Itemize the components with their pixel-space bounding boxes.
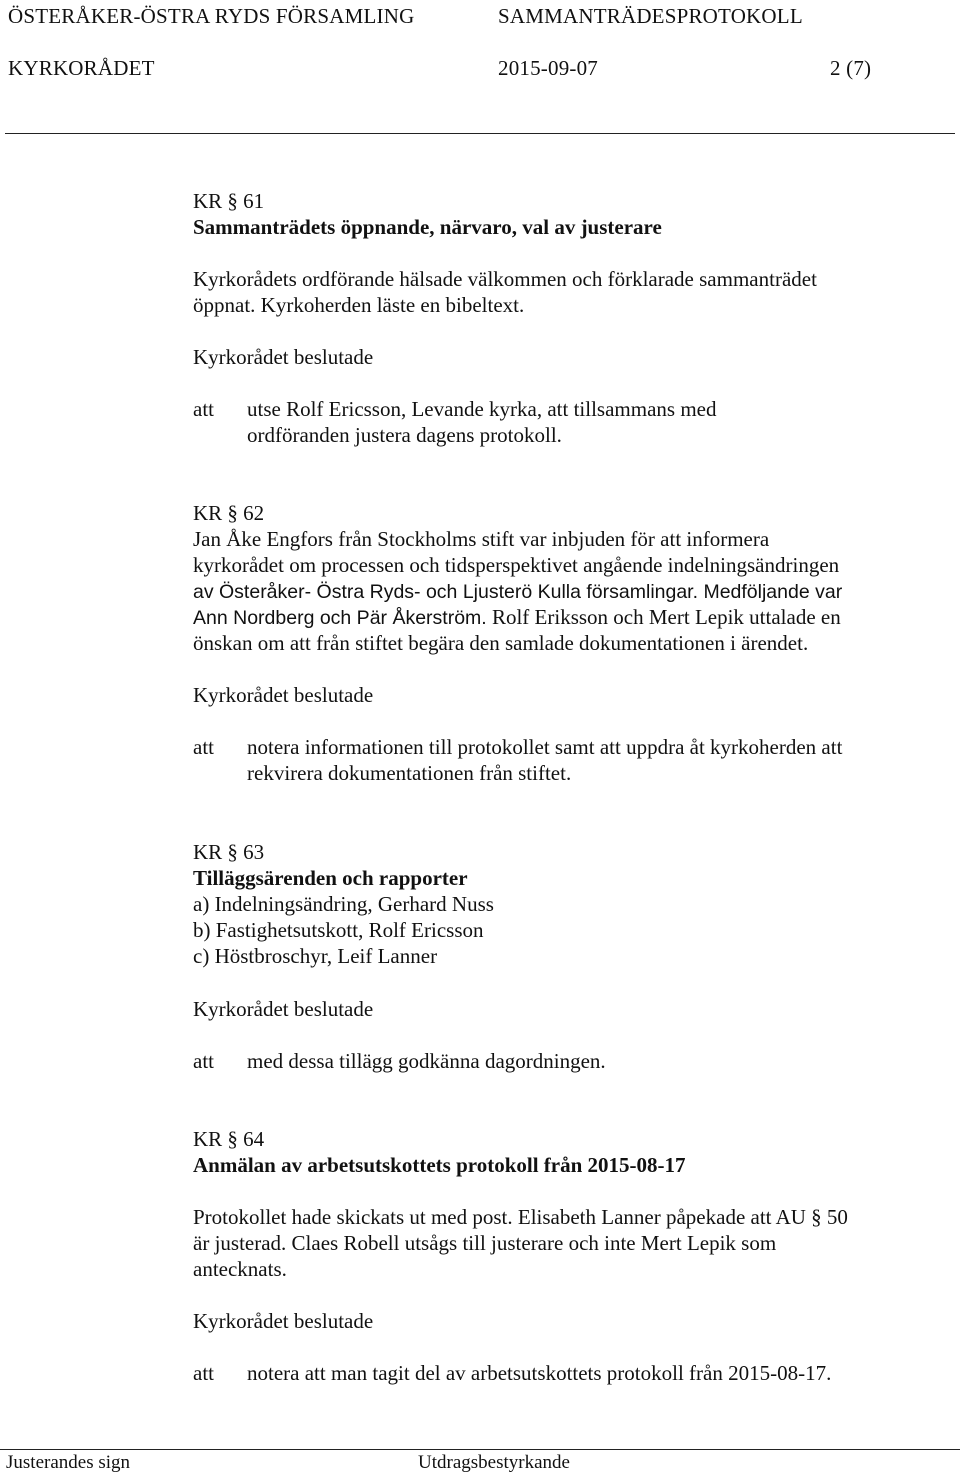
section-title: Anmälan av arbetsutskottets protokoll från 2015-08-17: [193, 1153, 686, 1177]
body-line: Protokollet hade skickats ut med post. Elisabeth Lanner påpekade att AU § 50: [193, 1205, 848, 1229]
body-line: öppnat. Kyrkoherden läste en bibeltext.: [193, 293, 525, 317]
section-title: Sammanträdets öppnande, närvaro, val av justerare: [193, 215, 662, 239]
decision-line: utse Rolf Ericsson, Levande kyrka, att tillsammans med: [247, 397, 717, 421]
decision-heading: Kyrkorådet beslutade: [193, 345, 374, 369]
board-name: KYRKORÅDET: [8, 56, 155, 80]
footer-divider: [0, 1449, 960, 1450]
att-label: att: [193, 735, 214, 759]
section-number: KR § 64: [193, 1127, 265, 1151]
decision-line: rekvirera dokumentationen från stiftet.: [247, 761, 572, 785]
att-label: att: [193, 1361, 214, 1385]
section-title: Tilläggsärenden och rapporter: [193, 866, 468, 890]
organization-name: ÖSTERÅKER-ÖSTRA RYDS FÖRSAMLING: [8, 4, 415, 28]
body-fragment: Ann Nordberg och Pär Åkerström.: [193, 607, 487, 629]
header-divider: [5, 133, 955, 134]
decision-heading: Kyrkorådet beslutade: [193, 1309, 374, 1333]
body-line: är justerad. Claes Robell utsågs till justerare och inte Mert Lepik som: [193, 1231, 777, 1255]
decision-line: notera att man tagit del av arbetsutskottets protokoll från 2015-08-17.: [247, 1361, 832, 1385]
body-line: önskan om att från stiftet begära den samlade dokumentationen i ärendet.: [193, 631, 809, 655]
decision-line: med dessa tillägg godkänna dagordningen.: [247, 1049, 606, 1073]
body-line: Kyrkorådets ordförande hälsade välkommen och förklarade sammanträdet: [193, 267, 817, 291]
section-number: KR § 61: [193, 189, 265, 213]
decision-heading: Kyrkorådet beslutade: [193, 997, 374, 1021]
decision-heading: Kyrkorådet beslutade: [193, 683, 374, 707]
section-number: KR § 63: [193, 840, 265, 864]
body-line: [193, 578, 842, 605]
decision-line: ordföranden justera dagens protokoll.: [247, 423, 562, 447]
page-number: 2 (7): [830, 56, 872, 80]
body-fragment: Rolf Eriksson och Mert Lepik uttalade en: [486, 605, 841, 629]
body-line: Jan Åke Engfors från Stockholms stift var inbjuden för att informera: [193, 527, 770, 551]
list-item: c) Höstbroschyr, Leif Lanner: [193, 944, 438, 968]
att-label: att: [193, 397, 214, 421]
body-fragment: Medföljande var: [698, 581, 843, 603]
document-type: SAMMANTRÄDESPROTOKOLL: [498, 4, 803, 28]
body-line: kyrkorådet om processen och tidsperspektivet angående indelningsändringen: [193, 553, 840, 577]
list-item: a) Indelningsändring, Gerhard Nuss: [193, 892, 494, 916]
list-item: b) Fastighetsutskott, Rolf Ericsson: [193, 918, 484, 942]
decision-line: notera informationen till protokollet samt att uppdra åt kyrkoherden att: [247, 735, 843, 759]
signature-label: Justerandes sign: [6, 1452, 131, 1473]
body-line: [193, 604, 841, 631]
section-number: KR § 62: [193, 501, 265, 525]
extract-label: Utdragsbestyrkande: [418, 1452, 570, 1473]
meeting-date: 2015-09-07: [498, 56, 598, 80]
body-fragment: av Österåker- Östra Ryds- och Ljusterö Kulla församlingar.: [193, 581, 699, 603]
body-line: antecknats.: [193, 1257, 287, 1281]
att-label: att: [193, 1049, 214, 1073]
